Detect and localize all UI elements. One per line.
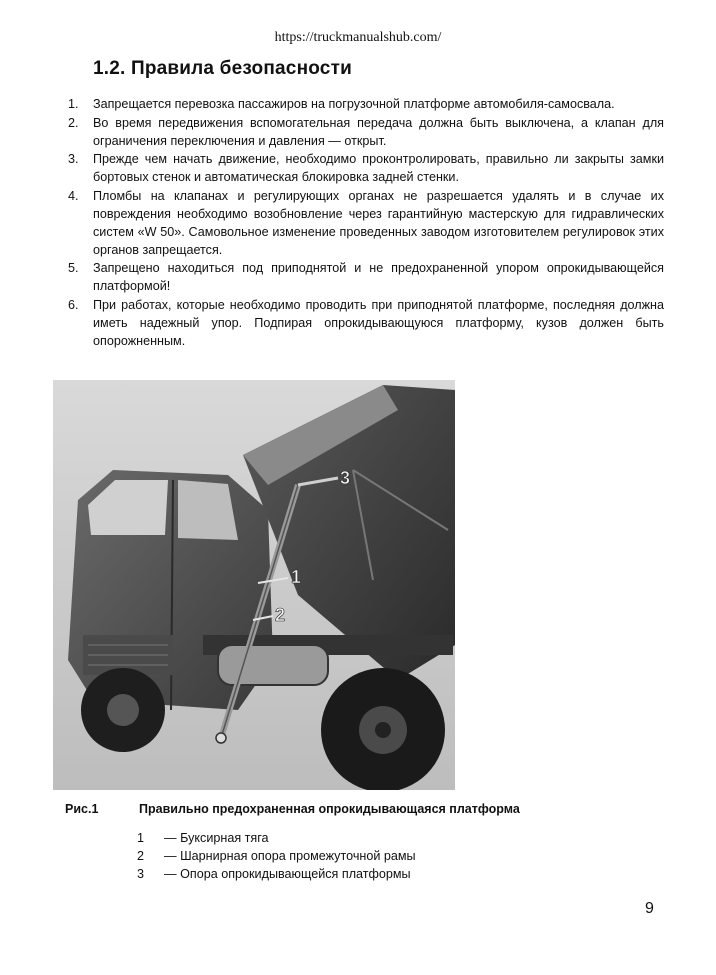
legend-text: — Буксирная тяга bbox=[164, 831, 269, 845]
figure-legend bbox=[137, 829, 416, 883]
rule-item bbox=[68, 114, 664, 150]
figure-number: Рис.1 bbox=[65, 802, 99, 816]
rule-text: При работах, которые необходимо проводить при приподнятой платформе, последняя должна иметь надежный упор. Подпирая опрокидывающуюся платформу, кузов должен быть опорожненным. bbox=[93, 297, 664, 348]
page-number: 9 bbox=[645, 900, 654, 917]
rule-number: 5. bbox=[68, 261, 79, 275]
legend-item bbox=[137, 865, 416, 883]
figure-label-1: 1 bbox=[291, 567, 302, 587]
source-url: https://truckmanualshub.com/ bbox=[274, 30, 442, 45]
rule-item bbox=[68, 259, 664, 295]
rule-number: 1. bbox=[68, 97, 79, 111]
legend-item bbox=[137, 829, 416, 847]
rule-number: 6. bbox=[68, 297, 79, 312]
section-title: 1.2. Правила безопасности bbox=[93, 58, 352, 79]
rule-number: 2. bbox=[68, 115, 79, 130]
legend-text: — Шарнирная опора промежуточной рамы bbox=[164, 849, 416, 863]
legend-number: 3 bbox=[137, 867, 145, 881]
figure-label-2: 2 bbox=[275, 605, 286, 625]
rule-item bbox=[68, 150, 664, 186]
rule-text: Во время передвижения вспомогательная передача должна быть выключена, а клапан для ограничения переключения и давления — открыт. bbox=[93, 115, 664, 148]
legend-number: 2 bbox=[137, 849, 145, 863]
truck-photo bbox=[53, 380, 455, 790]
legend-number: 1 bbox=[137, 831, 145, 845]
rule-text: Запрещается перевозка пассажиров на погрузочной платформе автомобиля-самосвала. bbox=[93, 97, 615, 111]
figure-caption bbox=[65, 802, 520, 816]
rule-item bbox=[68, 95, 664, 113]
safety-rules-list bbox=[68, 95, 664, 350]
rule-item bbox=[68, 187, 664, 259]
rule-text: Пломбы на клапанах и регулирующих органах не разрешается удалять и в случае их повреждения необходимо возобновление через гарантийную мастерскую для гидравлических систем «W 50». Самовольное изменение проведенных заводом изготовителем регулировок этих органов запрещается. bbox=[93, 188, 664, 257]
strut-foot bbox=[216, 733, 226, 743]
rule-item bbox=[68, 296, 664, 350]
rule-text: Прежде чем начать движение, необходимо проконтролировать, правильно ли закрыты замки бортовых стенок и автоматическая блокировка задней стенки. bbox=[93, 152, 664, 184]
figure-label-3: 3 bbox=[340, 468, 351, 488]
figure-caption-text: Правильно предохраненная опрокидывающаяся платформа bbox=[139, 802, 520, 816]
rule-text: Запрещено находиться под приподнятой и не предохраненной упором опрокидывающейся платформой! bbox=[93, 261, 664, 293]
legend-item bbox=[137, 847, 416, 865]
fuel-tank bbox=[218, 645, 328, 685]
legend-text: — Опора опрокидывающейся платформы bbox=[164, 867, 411, 881]
rule-number: 3. bbox=[68, 152, 79, 166]
rule-number: 4. bbox=[68, 188, 79, 203]
